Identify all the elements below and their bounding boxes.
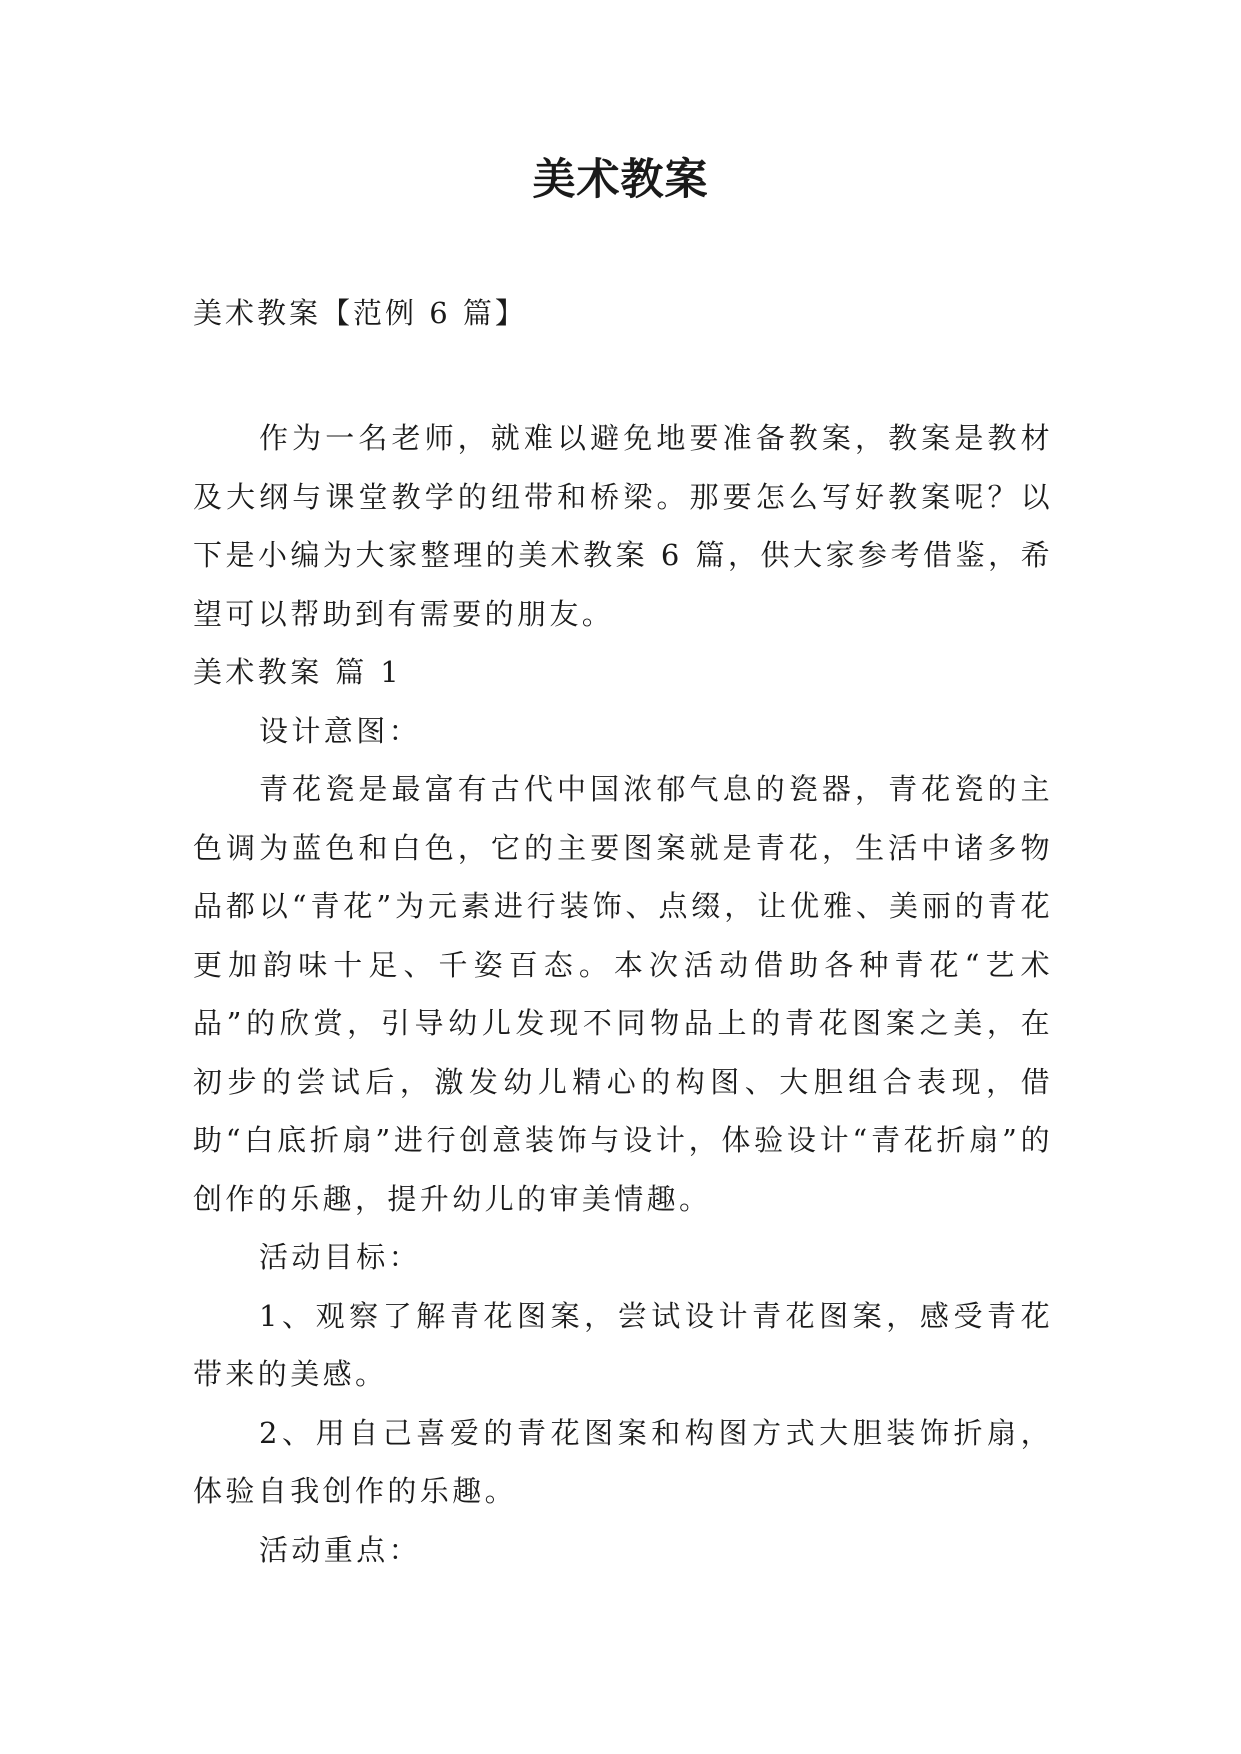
document-subtitle: 美术教案【范例 6 篇】 xyxy=(193,296,527,330)
goal-item-2: 2、用自己喜爱的青花图案和构图方式大胆装饰折扇，体验自我创作的乐趣。 xyxy=(193,1415,1053,1508)
section-heading: 美术教案 篇 1 xyxy=(193,655,403,689)
activity-goals-label: 活动目标： xyxy=(259,1240,422,1274)
goal-item-1: 1、观察了解青花图案，尝试设计青花图案，感受青花带来的美感。 xyxy=(193,1298,1053,1391)
intro-paragraph: 作为一名老师，就难以避免地要准备教案，教案是教材及大纲与课堂教学的纽带和桥梁。那要怎么写好教案呢？以下是小编为大家整理的美术教案 6 篇，供大家参考借鉴，希望可以帮助到有需要的朋友。 xyxy=(193,421,1053,631)
design-intent-paragraph: 青花瓷是最富有古代中国浓郁气息的瓷器，青花瓷的主色调为蓝色和白色，它的主要图案就是青花，生活中诸多物品都以“青花”为元素进行装饰、点缀，让优雅、美丽的青花更加韵味十足、千姿百态。本次活动借助各种青花“艺术品”的欣赏，引导幼儿发现不同物品上的青花图案之美，在初步的尝试后，激发幼儿精心的构图、大胆组合表现，借助“白底折扇”进行创意装饰与设计，体验设计“青花折扇”的创作的乐趣，提升幼儿的审美情趣。 xyxy=(193,772,1053,1216)
document-title: 美术教案 xyxy=(532,155,709,205)
design-intent-label: 设计意图： xyxy=(259,713,422,748)
activity-focus-label: 活动重点： xyxy=(259,1532,422,1567)
document-body xyxy=(193,409,1053,1579)
